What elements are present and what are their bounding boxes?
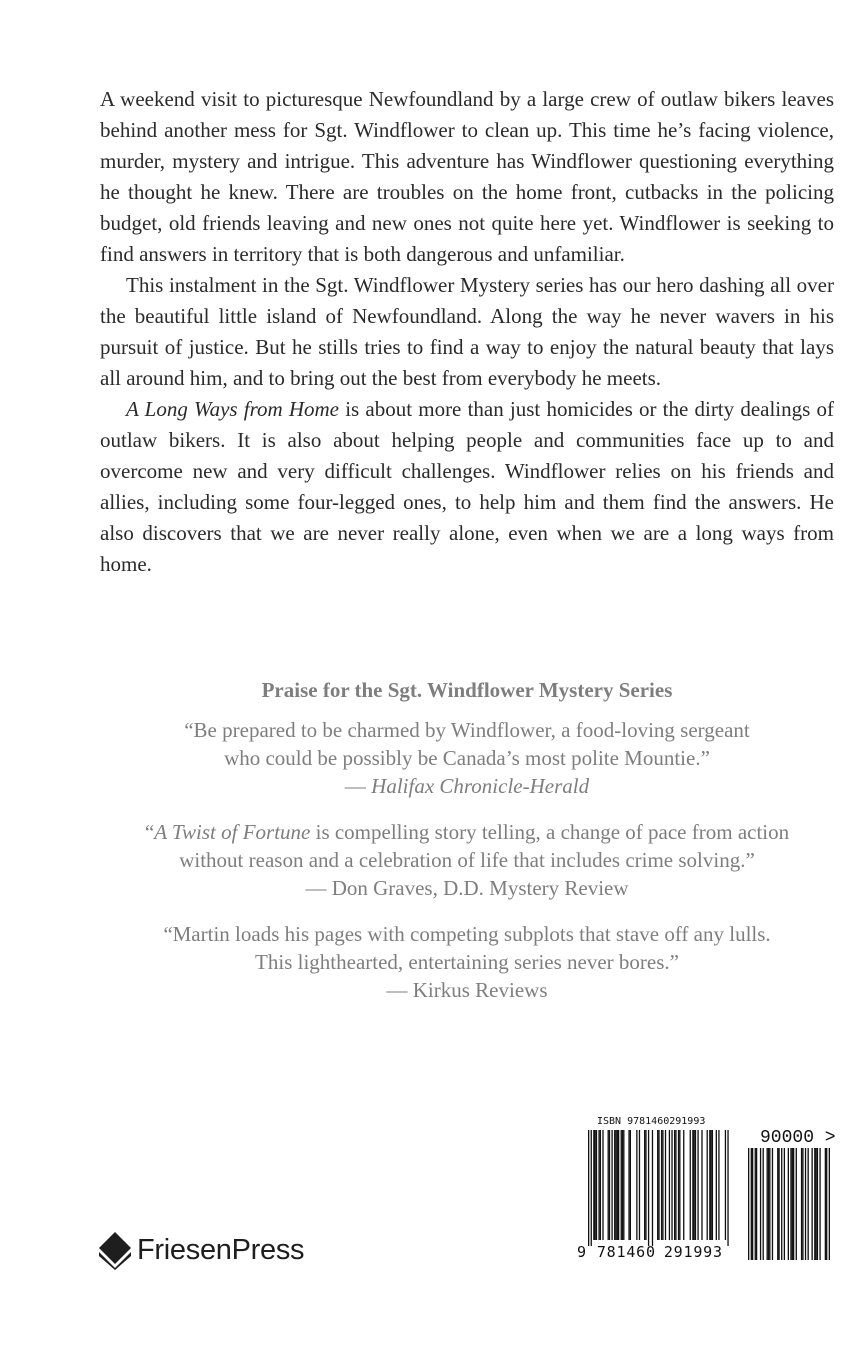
barcode-bar xyxy=(602,1130,603,1240)
publisher-name: FriesenPress xyxy=(137,1233,305,1266)
review-quote-1 xyxy=(100,716,834,800)
barcode-bar xyxy=(796,1148,797,1260)
book-title: A Long Ways from Home xyxy=(126,397,339,421)
back-cover-blurb xyxy=(100,84,834,580)
barcode-bar xyxy=(808,1148,809,1260)
barcode-bar xyxy=(669,1130,670,1240)
barcode-bar xyxy=(819,1148,820,1260)
barcode-bar xyxy=(598,1130,599,1240)
quote-attribution: — Don Graves, D.D. Mystery Review xyxy=(305,876,629,900)
barcode-bar xyxy=(793,1148,794,1260)
blurb-paragraph-2: This instalment in the Sgt. Windflower Mystery series has our hero dashing all over the beautiful little island of Newfoundland. Along the way he never wavers in his pursuit of justice. But he stills tries to find a way to enjoy the natural beauty that lays all around him, and to bring out the best from everybody he meets. xyxy=(100,273,834,390)
barcode-bar xyxy=(683,1130,684,1240)
barcode-bar xyxy=(621,1130,622,1240)
barcode-bar xyxy=(628,1130,629,1240)
praise-heading: Praise for the Sgt. Windflower Mystery Series xyxy=(261,678,673,702)
isbn-digits xyxy=(577,1243,732,1261)
blurb-paragraph-3 xyxy=(100,394,834,580)
barcode-bar xyxy=(618,1130,619,1240)
blurb-paragraph-1: A weekend visit to picturesque Newfoundland by a large crew of outlaw bikers leaves behind another mess for Sgt. Windflower to clean up. This time he’s facing violence, murder, mystery and intrigue. This adventure has Windflower questioning everything he thought he knew. There are troubles on the home front, cutbacks in the policing budget, old friends leaving and new ones not quite here yet. Windflower is seeking to find answers in territory that is both dangerous and unfamiliar. xyxy=(100,87,834,266)
barcode-bar xyxy=(710,1130,711,1240)
barcode-bar xyxy=(709,1130,710,1240)
barcode-bar xyxy=(588,1130,589,1246)
barcode-bar xyxy=(716,1130,717,1240)
barcode-bar xyxy=(778,1148,779,1260)
isbn-label: ISBN 9781460291993 xyxy=(597,1116,706,1127)
price-addon-number: 90000 > xyxy=(760,1128,836,1148)
barcode-bar xyxy=(751,1148,752,1260)
barcode-bar xyxy=(769,1148,770,1260)
friesenpress-logo-icon xyxy=(97,1230,133,1270)
barcode-bar xyxy=(802,1148,803,1260)
barcode-bar xyxy=(701,1130,702,1240)
barcode-bar xyxy=(725,1130,726,1240)
barcode-bar xyxy=(615,1130,616,1240)
barcode-bar xyxy=(679,1130,680,1240)
barcode-bar xyxy=(815,1148,816,1260)
attribution-source: Halifax Chronicle-Herald xyxy=(371,774,590,798)
barcode-bar xyxy=(825,1148,826,1260)
barcode-bar xyxy=(665,1130,666,1240)
quote-line: “Be prepared to be charmed by Windflower, a food-loving sergeant xyxy=(184,718,750,742)
barcode-bar xyxy=(805,1148,806,1260)
barcode-bar xyxy=(674,1130,675,1240)
barcode-bar xyxy=(609,1130,610,1240)
barcode-bar xyxy=(768,1148,769,1260)
barcode-bar xyxy=(678,1130,679,1240)
barcode-bar xyxy=(596,1130,597,1240)
barcode-bar xyxy=(727,1130,728,1246)
barcode-bar xyxy=(817,1148,818,1260)
barcode-bar xyxy=(617,1130,618,1240)
isbn-digits-left: 781460 xyxy=(596,1243,656,1261)
barcode-bar xyxy=(671,1130,672,1240)
quote-line: This lighthearted, entertaining series never bores.” xyxy=(255,950,679,974)
barcode-bar xyxy=(690,1130,691,1240)
barcode-bar xyxy=(792,1148,793,1260)
barcode-bar xyxy=(790,1148,791,1260)
barcode-bar xyxy=(707,1130,708,1240)
praise-section xyxy=(100,672,834,1022)
barcode-bar xyxy=(755,1148,756,1260)
barcode-bar xyxy=(697,1130,698,1240)
barcode-bar xyxy=(595,1130,596,1240)
barcode-bar xyxy=(636,1130,637,1240)
quote-line: without reason and a celebration of life that includes crime solving.” xyxy=(179,848,755,872)
barcode-bar xyxy=(600,1130,601,1240)
barcode-bar xyxy=(623,1130,624,1240)
barcode-bar xyxy=(591,1130,592,1246)
barcode-bar xyxy=(645,1130,646,1240)
barcode-bar xyxy=(784,1148,785,1260)
publisher-logo xyxy=(97,1228,304,1272)
review-quote-3 xyxy=(100,920,834,1004)
barcode-bar xyxy=(811,1148,812,1260)
barcode-bar xyxy=(767,1148,768,1260)
barcode-bar xyxy=(814,1148,815,1260)
barcode-bar xyxy=(658,1130,659,1240)
quote-attribution xyxy=(100,772,834,800)
barcode-bar xyxy=(622,1130,623,1240)
price-addon-barcode xyxy=(748,1148,830,1260)
barcode-bar xyxy=(661,1130,662,1240)
barcode-bar xyxy=(695,1130,696,1240)
review-quote-2 xyxy=(100,818,834,902)
barcode-bar xyxy=(801,1148,802,1260)
barcode-bar xyxy=(781,1148,782,1260)
barcode-bar xyxy=(662,1130,663,1240)
isbn-barcode xyxy=(588,1130,730,1246)
isbn-digits-right: 291993 xyxy=(663,1243,723,1261)
quote-line-text: is compelling story telling, a change of pace from action xyxy=(310,820,790,844)
barcode-bar xyxy=(593,1130,594,1240)
barcode-bar xyxy=(648,1130,649,1246)
barcode-bar xyxy=(760,1148,761,1260)
barcode-bar xyxy=(611,1130,612,1240)
barcode-bar xyxy=(614,1130,615,1240)
quote-line xyxy=(100,818,834,846)
barcode-bar xyxy=(657,1130,658,1240)
quote-attribution: — Kirkus Reviews xyxy=(386,978,548,1002)
barcode-bar xyxy=(748,1148,749,1260)
barcode-bar xyxy=(652,1130,653,1246)
barcode-bar xyxy=(608,1130,609,1240)
barcode-bar xyxy=(752,1148,753,1260)
barcode-bar xyxy=(826,1148,827,1260)
barcode-bar xyxy=(712,1130,713,1240)
quote-line: who could be possibly be Canada’s most polite Mountie.” xyxy=(224,746,710,770)
barcode-bar xyxy=(694,1130,695,1240)
barcode-bar xyxy=(675,1130,676,1240)
barcode-bar xyxy=(829,1148,830,1260)
barcode-bar xyxy=(777,1148,778,1260)
attribution-dash: — xyxy=(344,774,372,798)
barcode-bar xyxy=(756,1148,757,1260)
quoted-book-title: A Twist of Fortune xyxy=(154,820,311,844)
barcode-bar xyxy=(772,1148,773,1260)
barcode-bar xyxy=(718,1130,719,1240)
barcode-bar xyxy=(630,1130,631,1240)
isbn-digit-first: 9 xyxy=(577,1243,587,1261)
barcode-bar xyxy=(639,1130,640,1240)
barcode-bar xyxy=(692,1130,693,1240)
quote-open-mark: “ xyxy=(144,820,155,844)
barcode-bar xyxy=(788,1148,789,1260)
barcode-bar xyxy=(763,1148,764,1260)
barcode-bar xyxy=(644,1130,645,1240)
blurb-paragraph-3-text: is about more than just homicides or the dirty dealings of outlaw bikers. It is also about helping people and communities face up to and overcome new and very difficult challenges. Windflower relies on his friends and allies, including some four-legged ones, to help him and them find the answers. He also discovers that we are never really alone, even when we are a long ways from home. xyxy=(100,397,834,576)
quote-line: “Martin loads his pages with competing subplots that stave off any lulls. xyxy=(163,922,771,946)
